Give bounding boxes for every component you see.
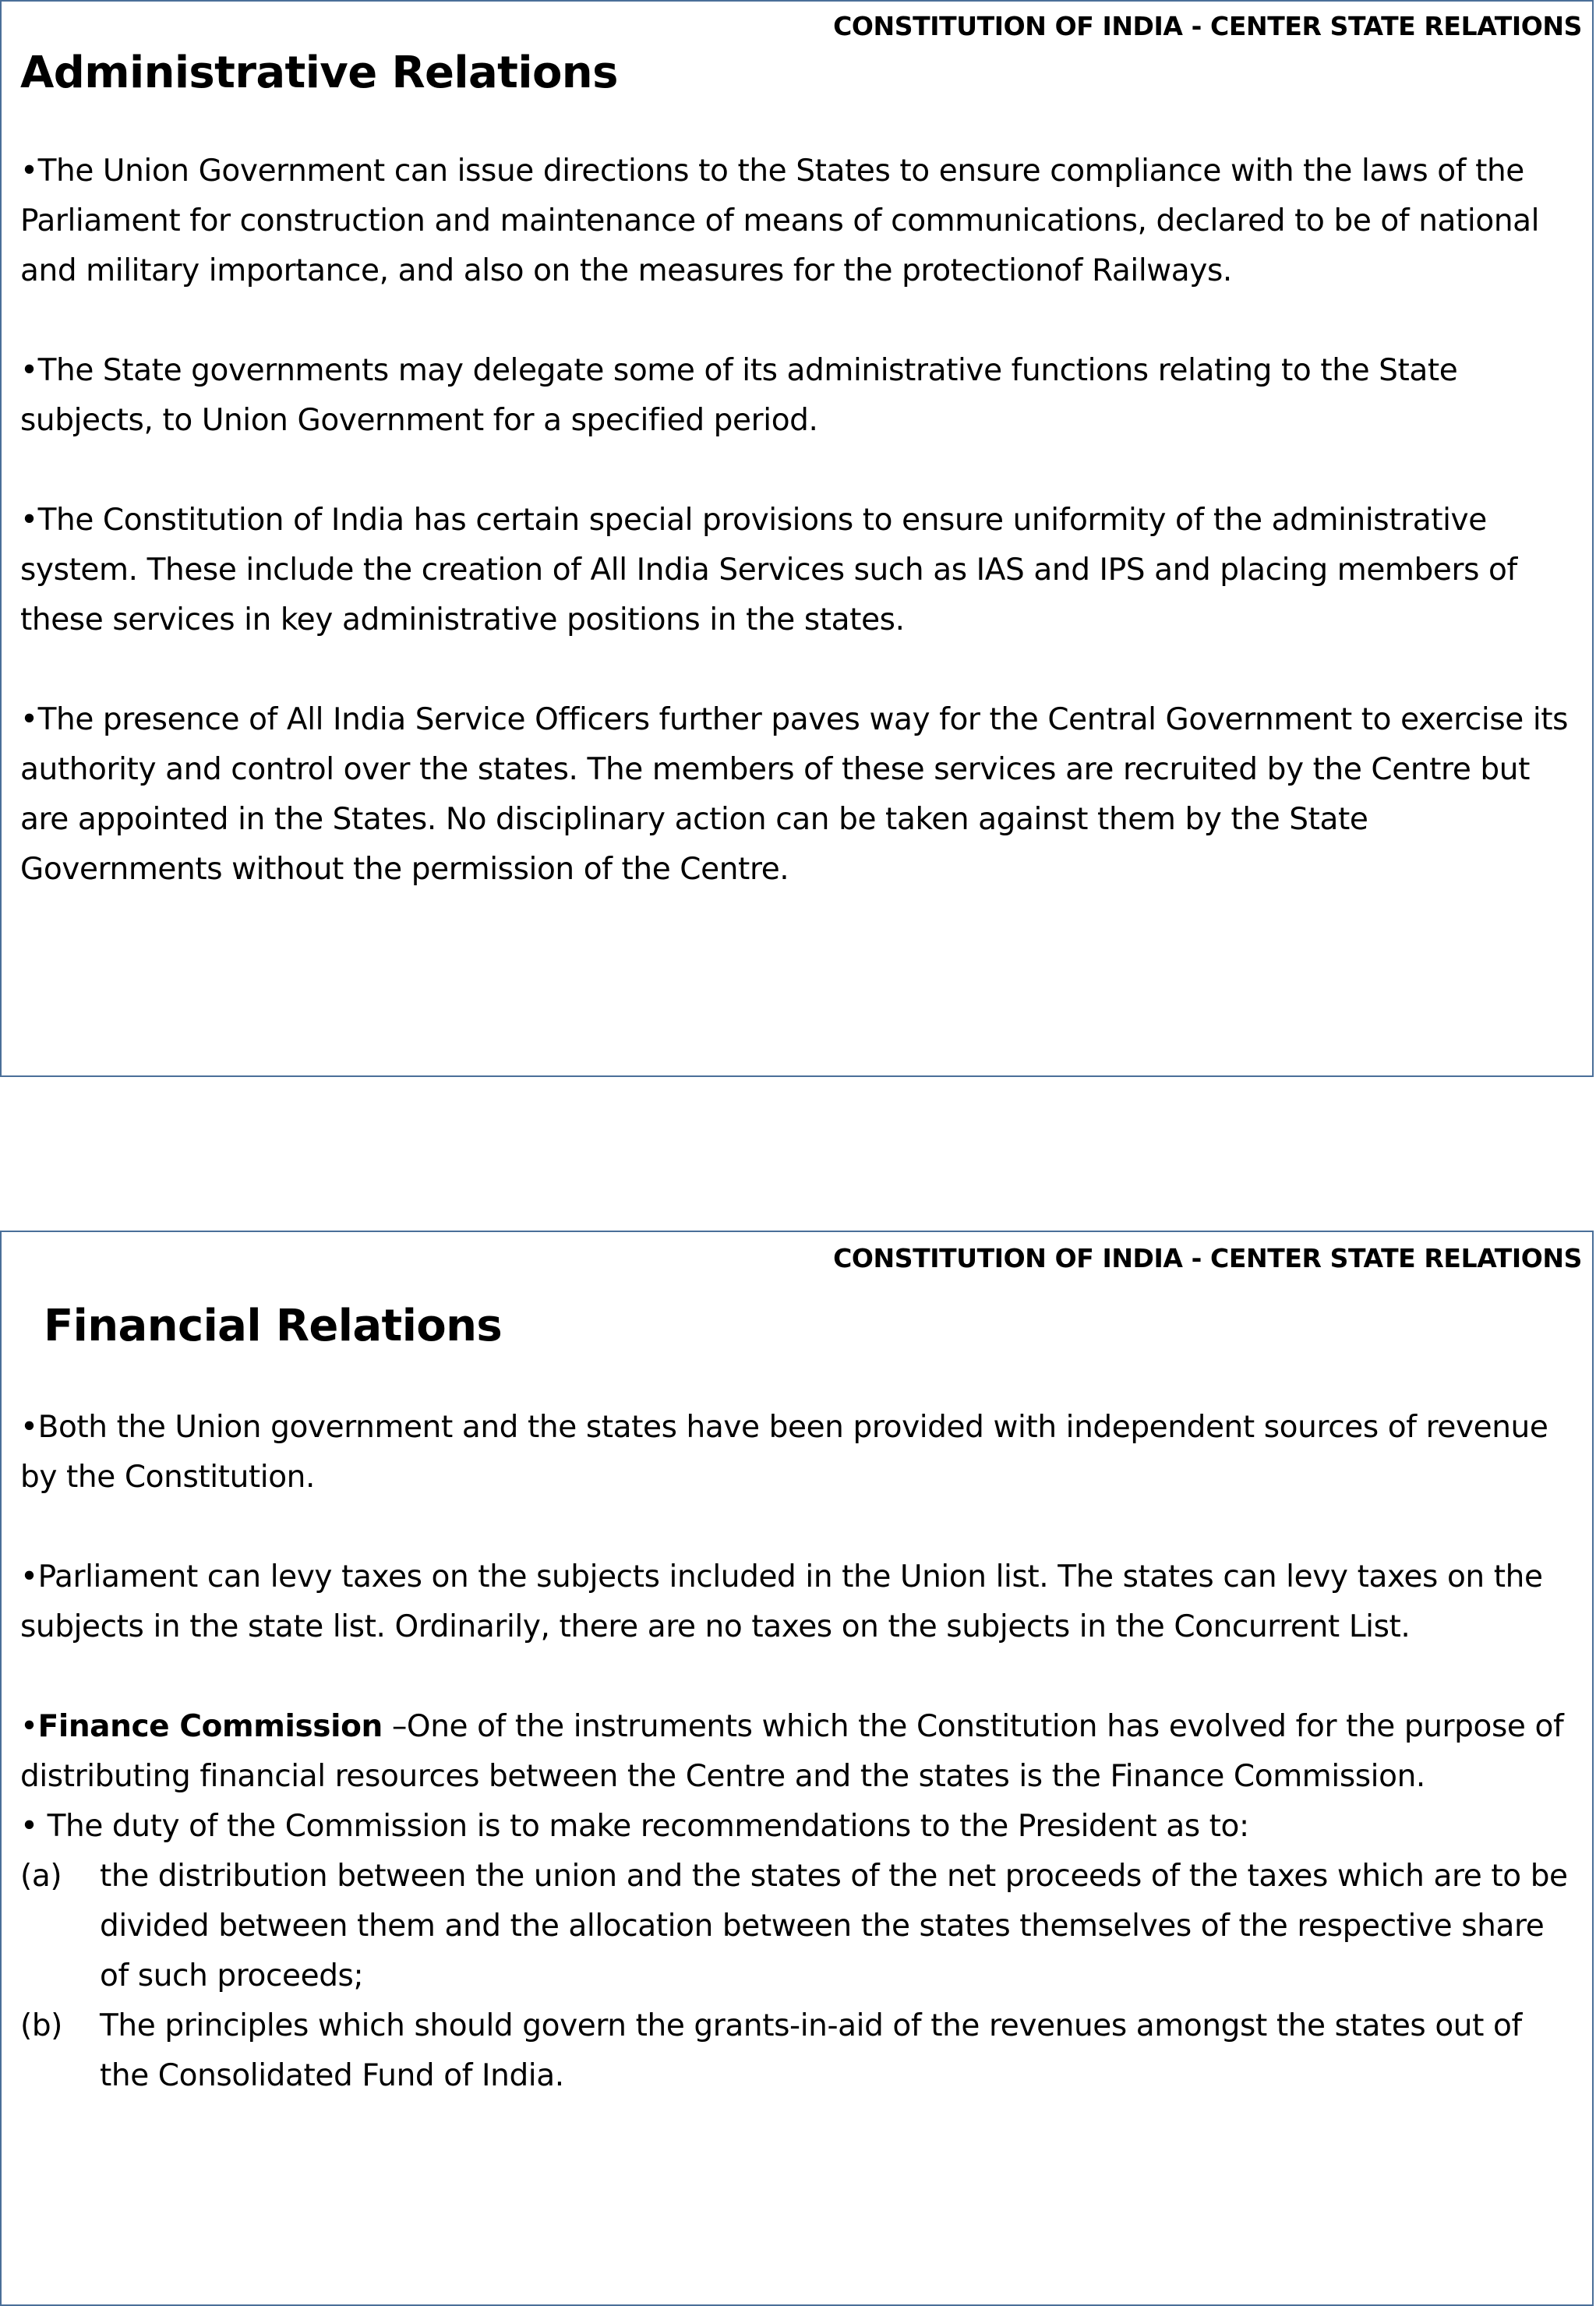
- slide-header: CONSTITUTION OF INDIA - CENTER STATE RELATIONS: [833, 11, 1582, 41]
- slide-title: Financial Relations: [44, 1301, 503, 1351]
- bullet: •: [20, 1709, 38, 1744]
- paragraph: •The Constitution of India has certain special provisions to ensure uniformity of the administrative system. These include the creation of All India Services such as IAS and IPS and placing members of these services in key administrative positions in the states.: [20, 503, 1517, 637]
- paragraph: •The State governments may delegate some of its administrative functions relating to the State subjects, to Union Government for a specified period.: [20, 353, 1458, 438]
- paragraph: •Both the Union government and the states have been provided with independent sources of revenue by the Constitution.: [20, 1410, 1548, 1495]
- finance-commission-text: –One of the instruments which the Constitution has evolved for the purpose of distributing financial resources between the Centre and the states is the Finance Commission.: [20, 1709, 1564, 1794]
- paragraph: •The presence of All India Service Officers further paves way for the Central Government to exercise its authority and control over the states. The members of these services are recruited by the Centre but are appointed in the States. No disciplinary action can be taken against them by the State Governments without the permission of the Centre.: [20, 702, 1569, 887]
- finance-commission-paragraph: [20, 1702, 1579, 1802]
- duty-intro: • The duty of the Commission is to make recommendations to the President as to:: [20, 1809, 1249, 1844]
- slide-title: Administrative Relations: [20, 48, 618, 98]
- paragraph: •Parliament can levy taxes on the subjects included in the Union list. The states can levy taxes on the subjects in the state list. Ordinarily, there are no taxes on the subjects in the Concurrent List.: [20, 1559, 1543, 1644]
- list-item: [20, 2001, 1579, 2101]
- list-marker: (a): [20, 1859, 62, 1894]
- slide-body: [20, 147, 1579, 895]
- list-text: The principles which should govern the grants-in-aid of the revenues amongst the states out of the Consolidated Fund of India.: [100, 2008, 1522, 2093]
- slide-body: [20, 1403, 1579, 2101]
- list-marker: (b): [20, 2008, 62, 2043]
- list-item: [20, 1852, 1579, 2001]
- slide-header: CONSTITUTION OF INDIA - CENTER STATE RELATIONS: [833, 1243, 1582, 1273]
- finance-commission-term: Finance Commission: [37, 1709, 383, 1744]
- paragraph: •The Union Government can issue directions to the States to ensure compliance with the laws of the Parliament for construction and maintenance of means of communications, declared to be of national and military importance, and also on the measures for the protectionof Railways.: [20, 154, 1540, 288]
- list-text: the distribution between the union and the states of the net proceeds of the taxes which are to be divided between them and the allocation between the states themselves of the respective share of such proceeds;: [100, 1859, 1568, 1993]
